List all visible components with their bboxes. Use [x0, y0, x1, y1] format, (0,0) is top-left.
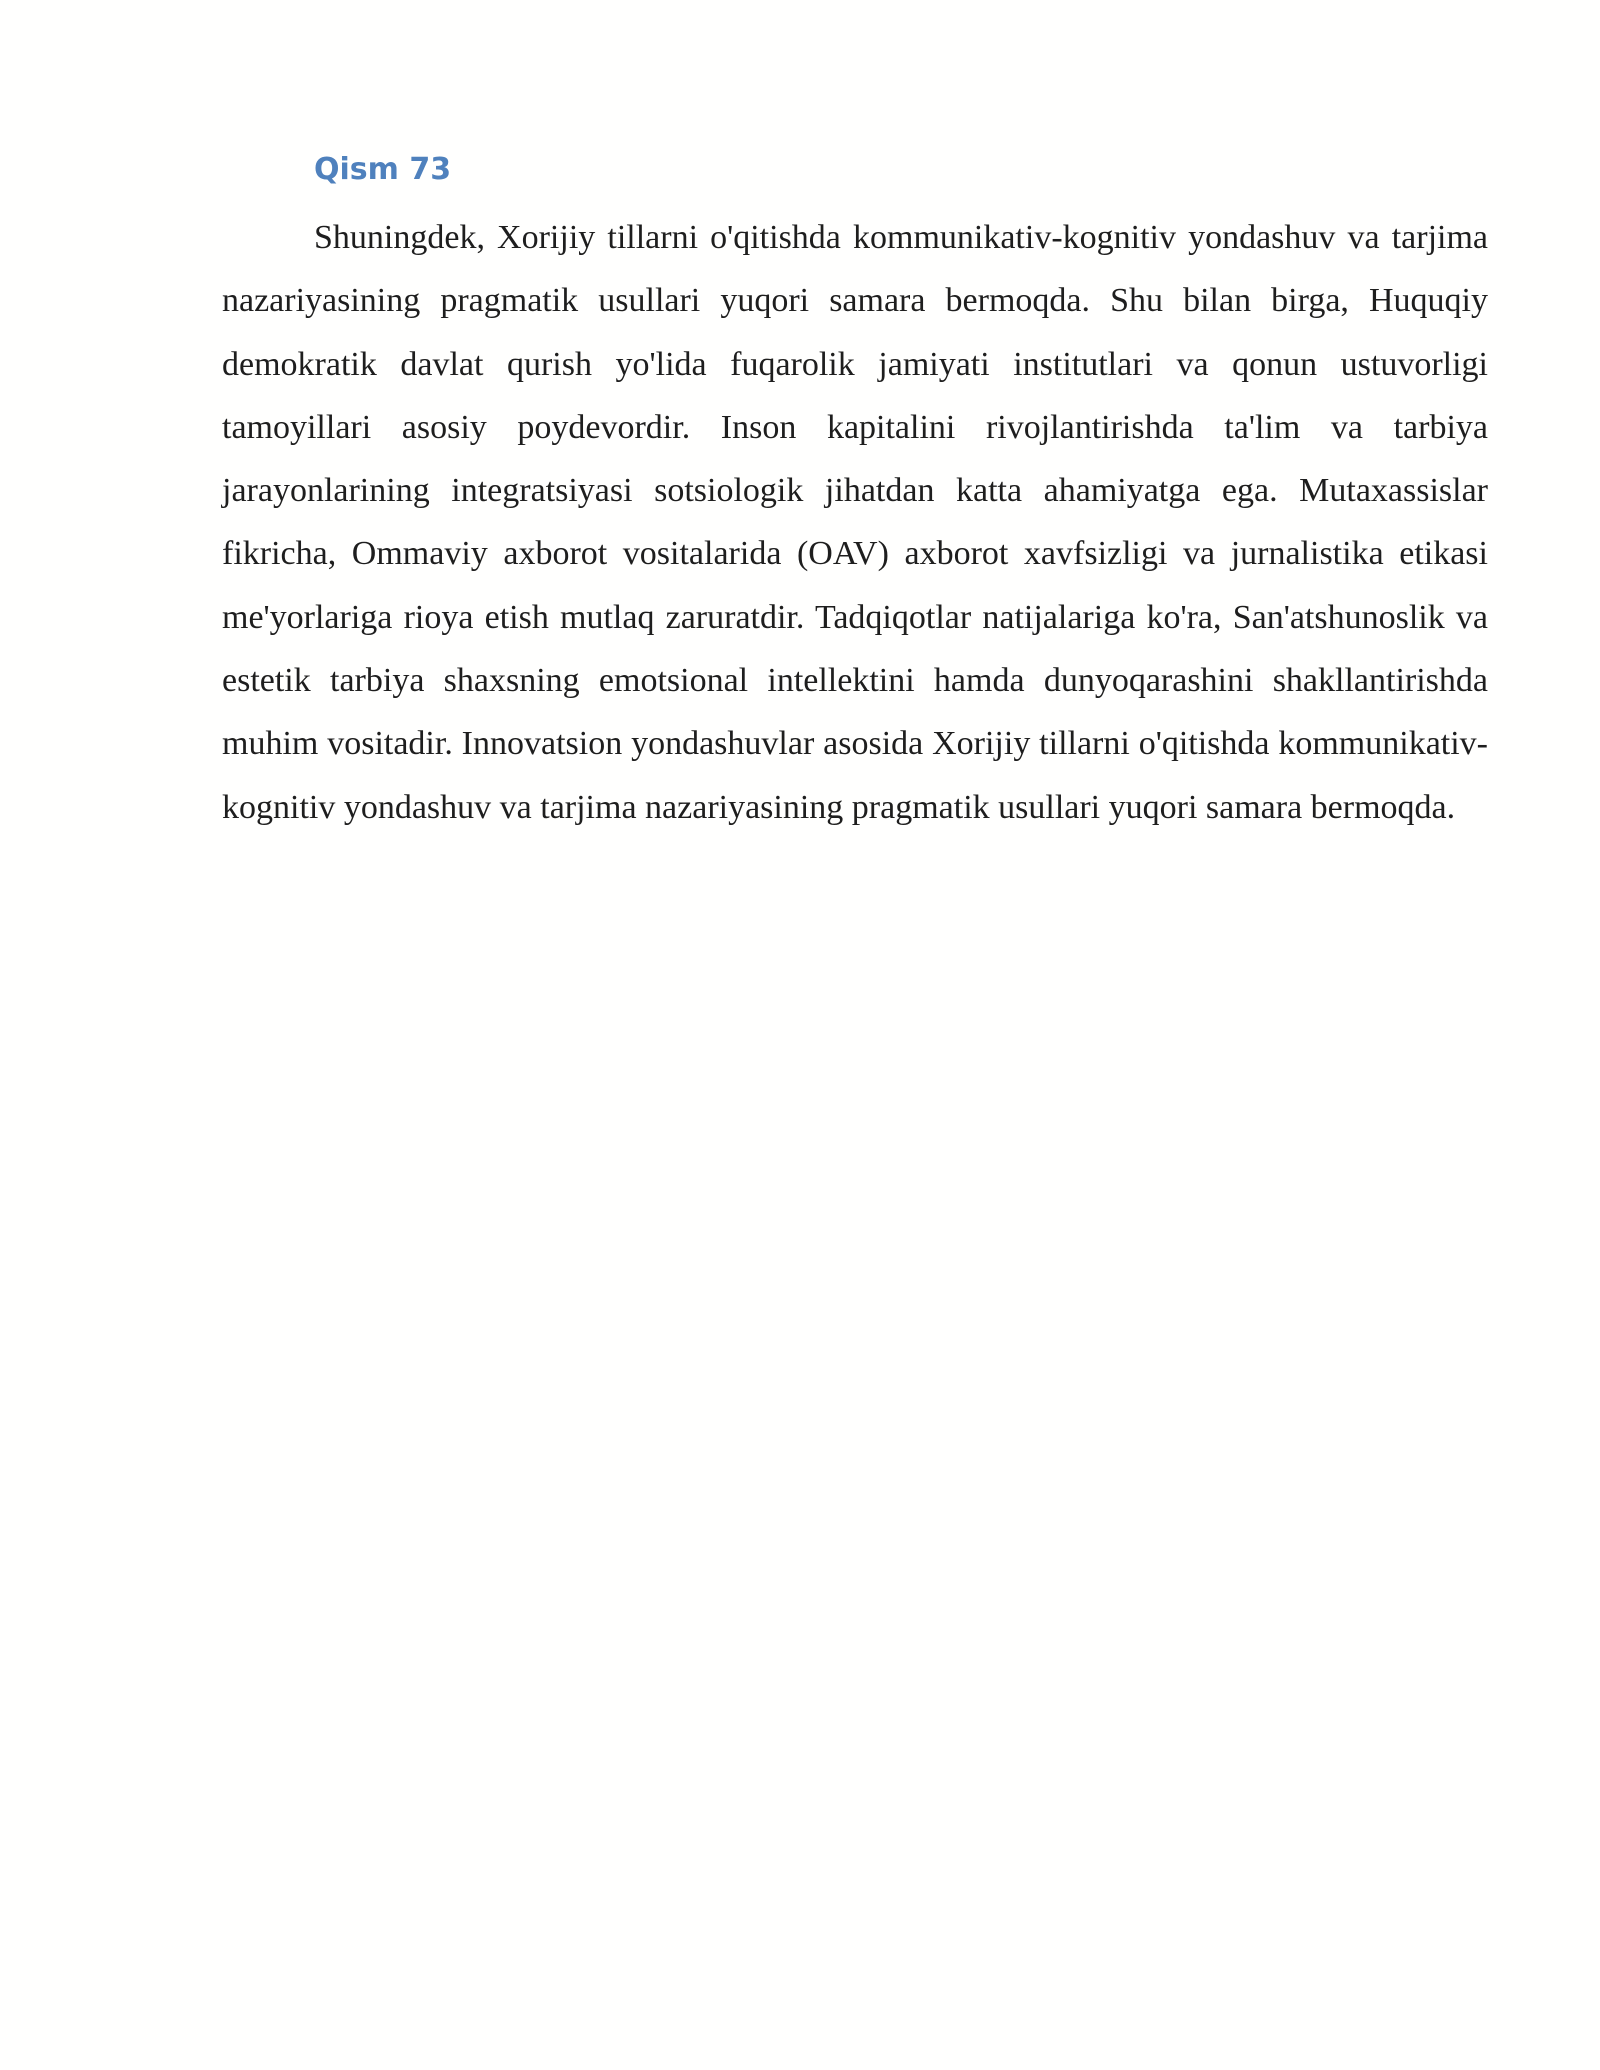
section-heading: Qism 73 — [314, 152, 452, 187]
body-paragraph: Shuningdek, Xorijiy tillarni o'qitishda kommunikativ-kognitiv yondashuv va tarjima nazariyasining pragmatik usullari yuqori samara bermoqda. Shu bilan birga, Huquqiy demokratik davlat qurish yo'lida fuqarolik jamiyati institutlari va qonun ustuvorligi tamoyillari asosiy poydevordir. Inson kapitalini rivojlantirishda ta'lim va tarbiya jarayonlarining integratsiyasi sotsiologik jihatdan katta ahamiyatga ega. Mutaxassislar fikricha, Ommaviy axborot vositalarida (OAV) axborot xavfsizligi va jurnalistika etikasi me'yorlariga rioya etish mutlaq zaruratdir. Tadqiqotlar natijalariga ko'ra, San'atshunoslik va estetik tarbiya shaxsning emotsional intellektini hamda dunyoqarashini shakllantirishda muhim vositadir. Innovatsion yondashuvlar asosida Xorijiy tillarni o'qitishda kommunikativ-kognitiv yondashuv va tarjima nazariyasining pragmatik usullari yuqori samara bermoqda. — [222, 219, 1488, 826]
